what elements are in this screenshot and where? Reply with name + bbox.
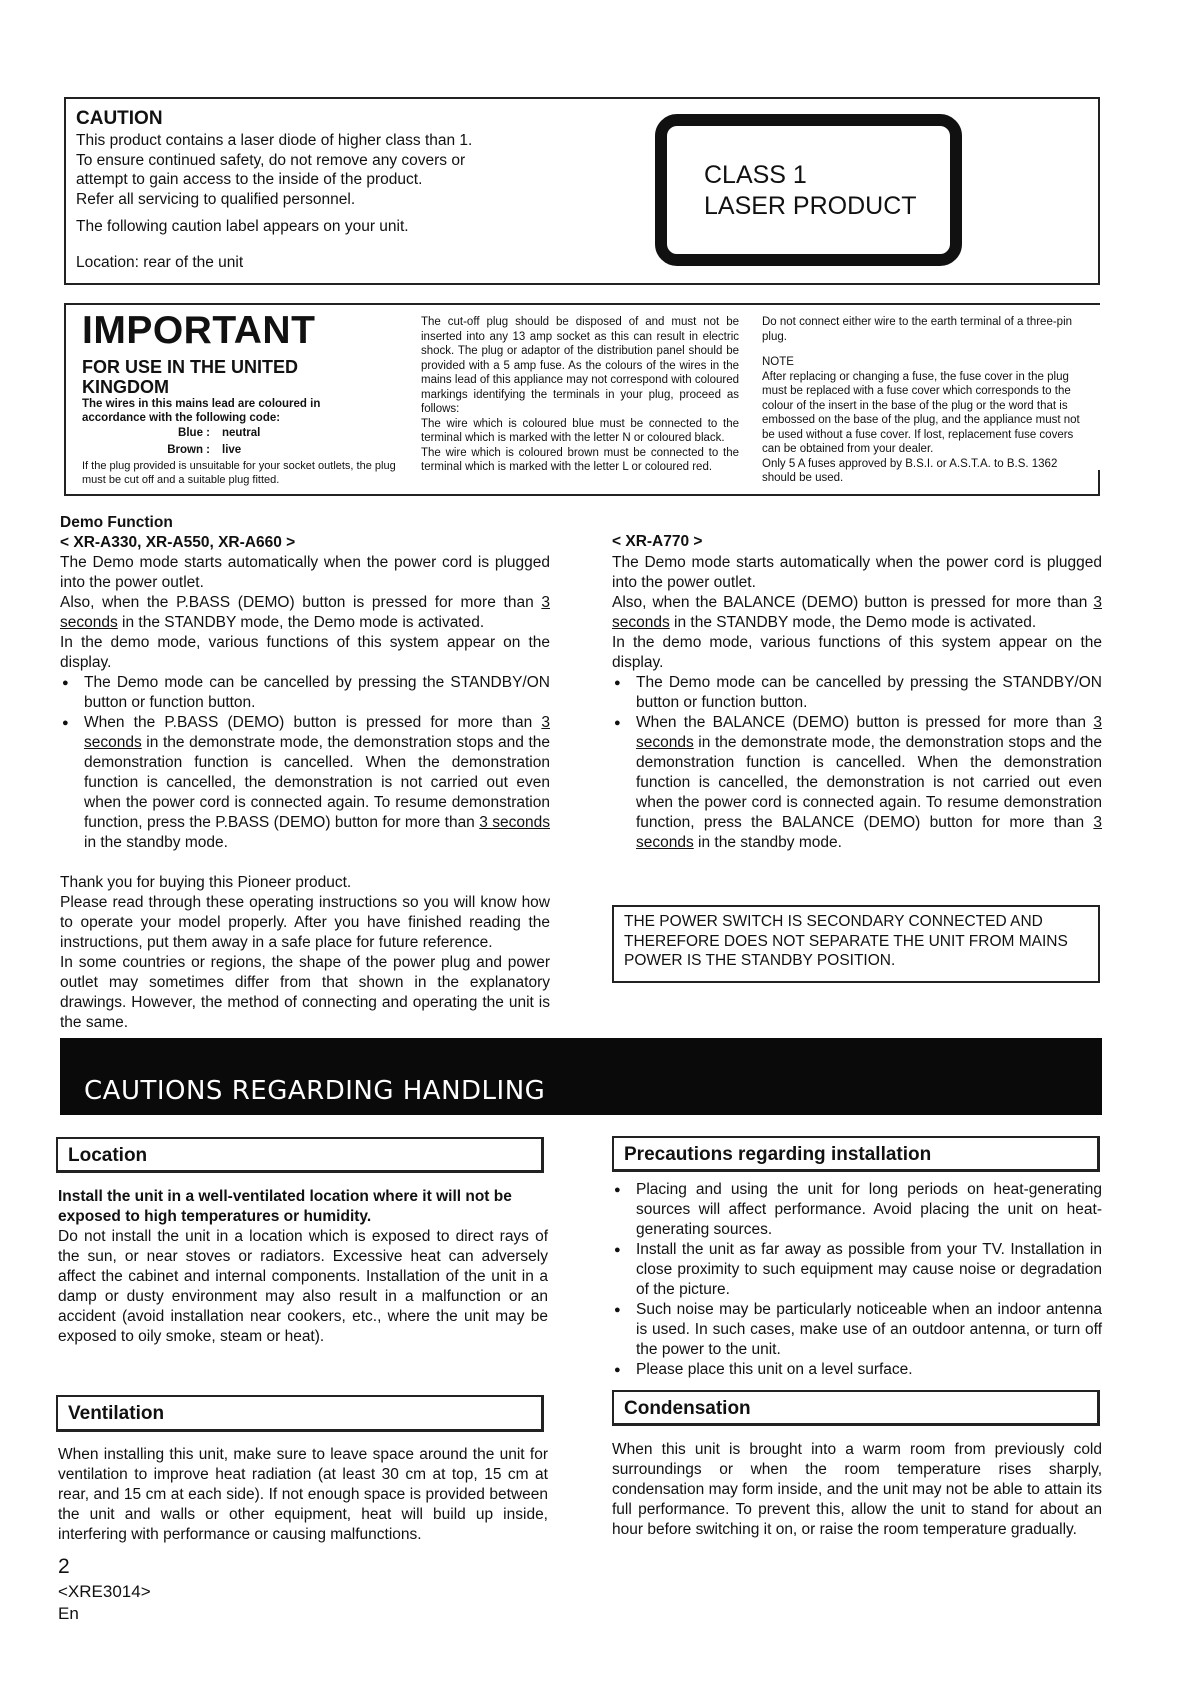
text-run: in the demonstrate mode, the demonstration stops and the demonstration function is cancelled. When the demonstration function is cancelled, the demonstration is not carried out even when the power cord is connected again. To resume demonstration function, press the P.BASS (DEMO) button for more than: [84, 734, 550, 831]
wire-code-row: [82, 425, 382, 442]
laser-label-text: [704, 160, 917, 222]
installation-item: ● Such noise may be particularly noticeable when an indoor antenna is used. In such cases, make use of an outdoor antenna, or turn off the power to the unit.: [612, 1300, 1102, 1360]
important-column-2: [421, 315, 739, 475]
caution-body: [76, 131, 516, 237]
text-run: in the STANDBY mode, the Demo mode is activated.: [117, 614, 485, 631]
installation-heading: Precautions regarding installation: [612, 1136, 1100, 1172]
important-paragraph: After replacing or changing a fuse, the fuse cover in the plug must be replaced with a fuse cover which corresponds to the colour of the insert in the base of the plug or the word that is embossed on the base of the plug, and the appliance must not be used without a fuse cover. If lost, replacement fuse covers can be obtained from your dealer.: [762, 370, 1080, 455]
demo-paragraph: [612, 593, 1102, 633]
ventilation-heading: Ventilation: [56, 1395, 544, 1432]
underlined-text: 3 seconds: [636, 814, 1102, 851]
wire-color: Brown :: [167, 444, 210, 456]
underlined-text: 3 seconds: [84, 714, 550, 751]
caution-line: attempt to gain access to the inside of the product.: [76, 171, 423, 188]
demo-left-models: < XR-A330, XR-A550, XR-A660 >: [60, 534, 296, 551]
caution-line: Refer all servicing to qualified personnel.: [76, 190, 356, 208]
important-title: IMPORTANT: [82, 309, 316, 352]
laser-label-line2: LASER PRODUCT: [704, 192, 917, 220]
caution-title: CAUTION: [76, 108, 163, 129]
ventilation-text: When installing this unit, make sure to leave space around the unit for ventilation to improve heat radiation (at least 30 cm at top, 15 cm at rear, and 15 cm at each side). If not enough space is provided between the unit and walls or other equipment, heat will build up inside, interfering with performance or causing malfunctions.: [58, 1446, 548, 1543]
wire-color-codes: [82, 425, 382, 459]
language-code: En: [58, 1604, 79, 1623]
demo-paragraph: In the demo mode, various functions of this system appear on the display.: [612, 634, 1102, 671]
note-label: NOTE: [762, 356, 794, 368]
important-paragraph: The cut-off plug should be disposed of and must not be inserted into any 13 amp socket as this can result in electric shock. The plug or adaptor of the distribution panel should be provided with a 5 amp fuse. As the colours of the wires in the mains lead of this appliance may not correspond with coloured markings identifying the terminals in your plug, proceed as follows:: [421, 316, 739, 415]
installation-item: ● Placing and using the unit for long periods on heat-generating sources will affect performance. Avoid placing the unit on heat-generating sources.: [612, 1180, 1102, 1240]
demo-bullet: ● The Demo mode can be cancelled by pressing the STANDBY/ON button or function button.: [60, 673, 550, 713]
important-paragraph: The wire which is coloured brown must be connected to the terminal which is marked with the letter L or coloured red.: [421, 446, 739, 473]
demo-paragraph: The Demo mode starts automatically when the power cord is plugged into the power outlet.: [60, 554, 550, 591]
caution-line: To ensure continued safety, do not remove any covers or: [76, 151, 466, 169]
important-wires-intro: The wires in this mains lead are coloured in accordance with the following code:: [82, 398, 321, 424]
wire-meaning: live: [222, 444, 242, 456]
demo-heading: [60, 513, 295, 553]
wire-meaning: neutral: [222, 427, 261, 439]
demo-bullet: ● The Demo mode can be cancelled by pressing the STANDBY/ON button or function button.: [612, 673, 1102, 713]
important-subtitle: FOR USE IN THE UNITED KINGDOM: [82, 357, 299, 397]
demo-right-column: [612, 553, 1102, 853]
text-run: in the standby mode.: [84, 834, 228, 851]
caution-line: This product contains a laser diode of higher class than 1.: [76, 132, 473, 149]
important-paragraph: Do not connect either wire to the earth terminal of a three-pin plug.: [762, 316, 1073, 343]
caution-label-note: The following caution label appears on your unit.: [76, 218, 409, 235]
document-code: <XRE3014>: [58, 1582, 151, 1601]
banner-title: CAUTIONS REGARDING HANDLING: [84, 1076, 546, 1106]
text-run: Also, when the P.BASS (DEMO) button is pressed for more than: [60, 594, 542, 611]
important-paragraph: Only 5 A fuses approved by B.S.I. or A.S.T.A. to B.S. 1362 should be used.: [762, 457, 1058, 484]
text-run: When the P.BASS (DEMO) button is pressed for more than: [84, 714, 542, 731]
underlined-text: 3 seconds: [479, 814, 550, 831]
thanks-paragraph: In some countries or regions, the shape of the power plug and power outlet may sometimes differ from that shown in the explanatory drawings. However, the method of connecting and operating the unit is the same.: [60, 954, 550, 1031]
thanks-paragraph: Thank you for buying this Pioneer product.: [60, 874, 352, 891]
text-run: in the standby mode.: [693, 834, 842, 851]
caution-location: Location: rear of the unit: [76, 254, 244, 271]
demo-right-models: < XR-A770 >: [612, 533, 703, 550]
power-switch-notice: THE POWER SWITCH IS SECONDARY CONNECTED AND THEREFORE DOES NOT SEPARATE THE UNIT FROM MAINS POWER IS THE STANDBY POSITION.: [612, 905, 1100, 983]
condensation-heading: Condensation: [612, 1390, 1100, 1426]
wire-color: Blue :: [178, 427, 210, 439]
location-lead: Install the unit in a well-ventilated location where it will not be exposed to high temperatures or humidity.: [58, 1188, 512, 1225]
condensation-text: When this unit is brought into a warm room from previously cold surroundings or when the room temperature rises sharply, condensation may form inside, and the unit may not be able to attain its full performance. To prevent this, allow the unit to stand for about an hour before switching it on, or raise the room temperature gradually.: [612, 1441, 1102, 1538]
underlined-text: 3 seconds: [612, 594, 1102, 631]
location-heading: Location: [56, 1137, 544, 1173]
text-run: Also, when the BALANCE (DEMO) button is pressed for more than: [612, 594, 1094, 611]
demo-paragraph: [60, 593, 550, 633]
installation-item: ● Install the unit as far away as possible from your TV. Installation in close proximity to such equipment may cause noise or degradation of the picture.: [612, 1240, 1102, 1300]
text-run: in the demonstrate mode, the demonstration stops and the demonstration function is cancelled. When the demonstration function is cancelled, the demonstration is not carried out even when the power cord is connected again. To resume demonstration function, press the BALANCE (DEMO) button for more than: [636, 734, 1102, 831]
laser-label-line1: CLASS 1: [704, 161, 807, 189]
installation-item: ● Please place this unit on a level surface.: [612, 1360, 1102, 1380]
demo-title: Demo Function: [60, 514, 173, 531]
text-run: in the STANDBY mode, the Demo mode is activated.: [669, 614, 1037, 631]
demo-paragraph: In the demo mode, various functions of this system appear on the display.: [60, 634, 550, 671]
demo-bullet: [612, 713, 1102, 853]
important-plug-note: If the plug provided is unsuitable for your socket outlets, the plug must be cut off and a suitable plug fitted.: [82, 460, 396, 486]
important-paragraph: The wire which is coloured blue must be connected to the terminal which is marked with the letter N or coloured black.: [421, 417, 739, 444]
demo-bullet: [60, 713, 550, 853]
demo-left-column: [60, 553, 550, 853]
wire-code-row: [82, 442, 382, 459]
page-number: 2: [58, 1555, 70, 1578]
thanks-paragraph: Please read through these operating instructions so you will know how to operate your model properly. After you have finished reading the instructions, put them away in a safe place for future reference.: [60, 894, 550, 951]
important-box-edge: [1098, 470, 1100, 496]
location-text: Do not install the unit in a location which is exposed to direct rays of the sun, or near stoves or radiators. Excessive heat can adversely affect the cabinet and internal components. Installation of the unit in a damp or dusty environment may also result in a malfunction or an accident (avoid installation near cookers, etc., where the unit may be exposed to oily smoke, steam or heat).: [58, 1228, 548, 1345]
demo-paragraph: The Demo mode starts automatically when the power cord is plugged into the power outlet.: [612, 554, 1102, 591]
installation-list: [612, 1180, 1102, 1380]
underlined-text: 3 seconds: [60, 594, 550, 631]
text-run: When the BALANCE (DEMO) button is pressed for more than: [636, 714, 1094, 731]
underlined-text: 3 seconds: [636, 714, 1102, 751]
thanks-section: [60, 873, 550, 1033]
important-column-3: [762, 315, 1080, 486]
